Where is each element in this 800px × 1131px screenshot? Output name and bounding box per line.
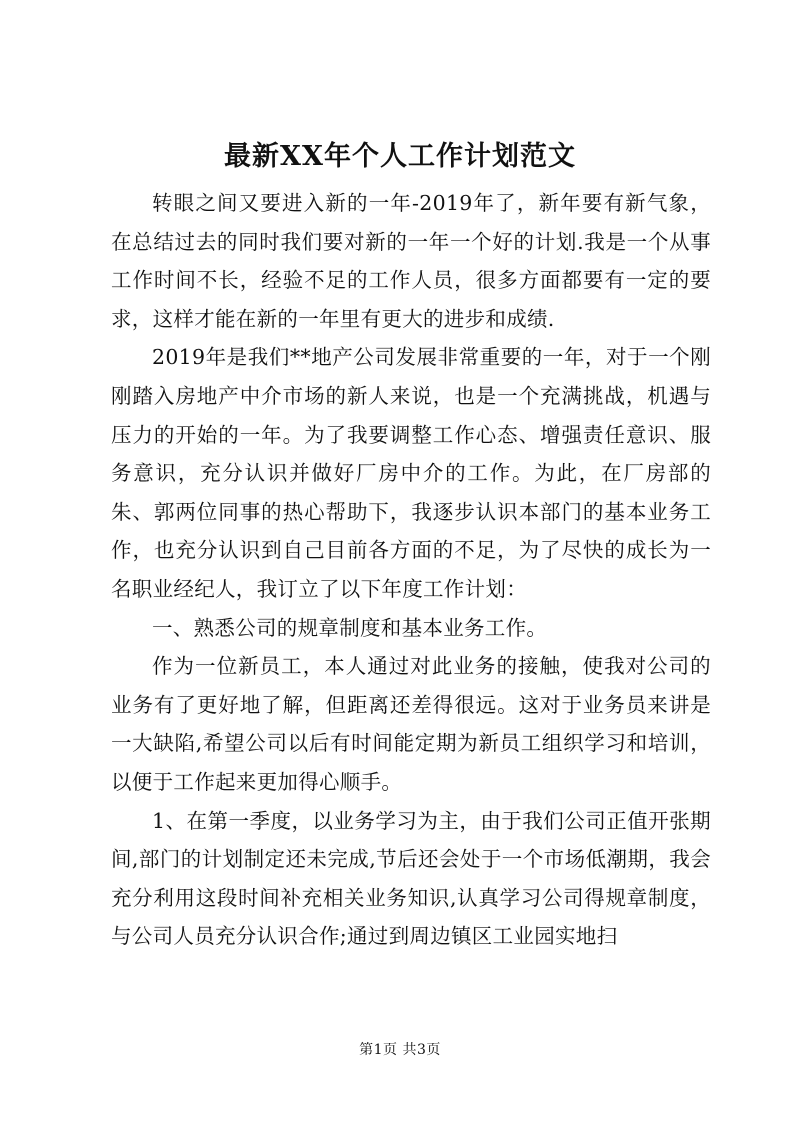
document-body bbox=[111, 184, 711, 956]
section-heading-1: 一、熟悉公司的规章制度和基本业务工作。 bbox=[152, 615, 548, 640]
paragraph-intro: 转眼之间又要进入新的一年-2019年了，新年要有新气象，在总结过去的同时我们要对新的一年一个好的计划.我是一个从事工作时间不长，经验不足的工作人员，很多方面都要有一定的要求，这样才能在新的一年里有更大的进步和成绩. bbox=[111, 191, 711, 331]
document-title: 最新XX年个人工作计划范文 bbox=[224, 141, 576, 172]
page-number-footer: 第1页 共3页 bbox=[359, 1042, 441, 1058]
paragraph-new-employee: 作为一位新员工，本人通过对此业务的接触，使我对公司的业务有了更好地了解，但距离还差得很远。这对于业务员来讲是一大缺陷,希望公司以后有时间能定期为新员工组织学习和培训，以便于工作起来更加得心顺手。 bbox=[111, 654, 711, 794]
paragraph-first-quarter: 1、在第一季度，以业务学习为主，由于我们公司正值开张期间,部门的计划制定还未完成,节后还会处于一个市场低潮期，我会充分利用这段时间补充相关业务知识,认真学习公司得规章制度，与公司人员充分认识合作;通过到周边镇区工业园实地扫 bbox=[111, 808, 711, 949]
paragraph-2019-plan: 2019年是我们**地产公司发展非常重要的一年，对于一个刚刚踏入房地产中介市场的新人来说，也是一个充满挑战，机遇与压力的开始的一年。为了我要调整工作心态、增强责任意识、服务意识，充分认识并做好厂房中介的工作。为此，在厂房部的朱、郭两位同事的热心帮助下，我逐步认识本部门的基本业务工作，也充分认识到自己目前各方面的不足，为了尽快的成长为一名职业经纪人，我订立了以下年度工作计划： bbox=[111, 345, 711, 601]
